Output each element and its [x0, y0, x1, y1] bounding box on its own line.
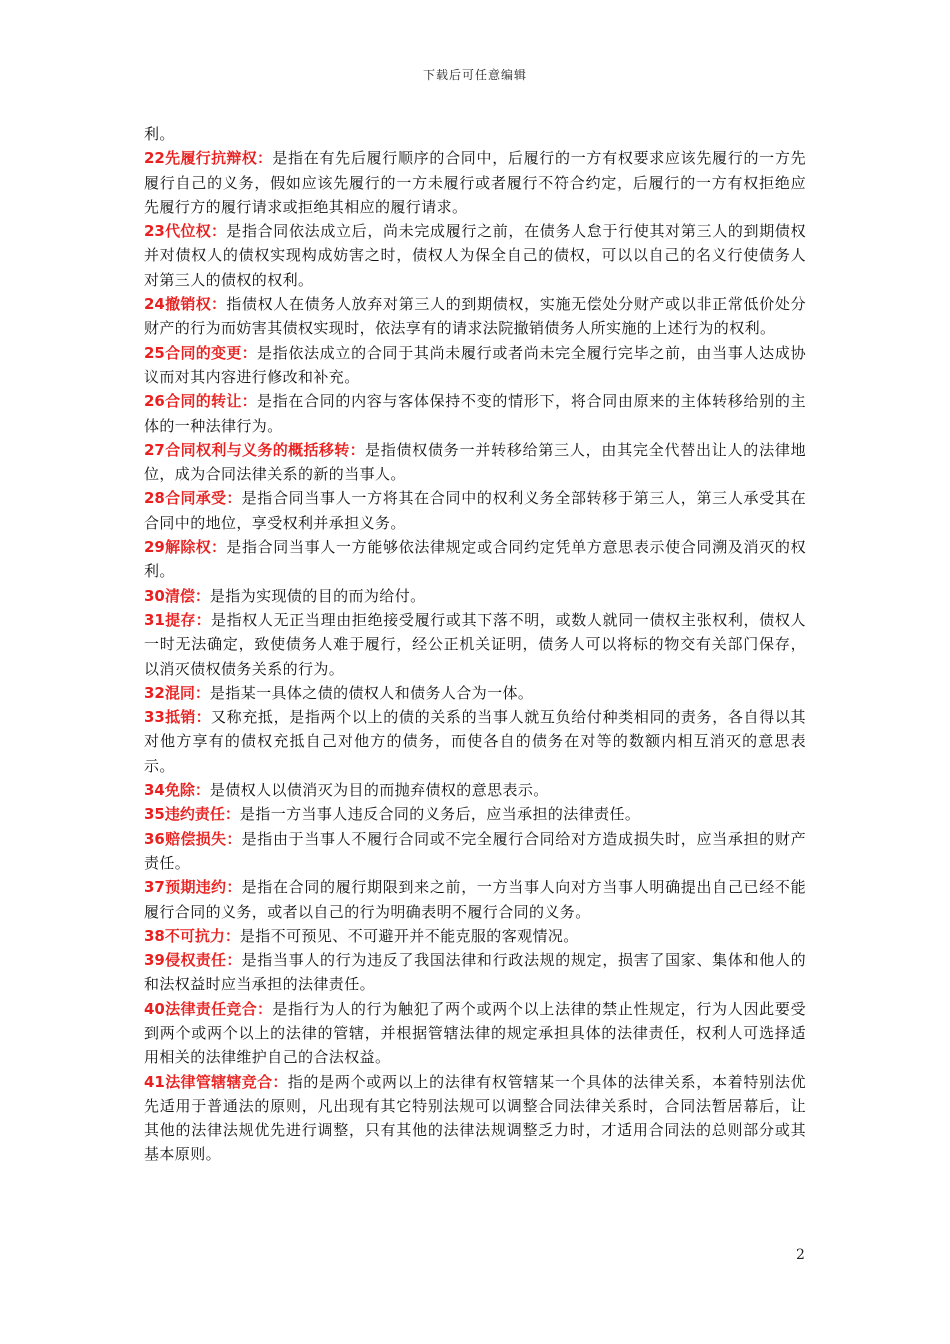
term-name: 先履行抗辩权: [164, 149, 258, 168]
definition-term: [144, 1000, 272, 1018]
entry-number: 28: [144, 489, 165, 508]
term-name: 赔偿损失: [164, 829, 227, 848]
term-separator: ：: [241, 392, 257, 411]
term-separator: ：: [226, 951, 242, 970]
term-separator: ：: [226, 878, 242, 897]
entry-number: 36: [144, 829, 165, 848]
definition-entry: [144, 438, 806, 487]
definition-text: 是指不可预见、不可避开并不能克服的客观情况。: [239, 926, 579, 945]
term-name: 撤销权: [164, 295, 211, 314]
definition-text: 是指权人无正当理由拒绝接受履行或其下落不明，或数人就同一债权主张权利，债权人一时无法确定，致使债务人难于履行，经公正机关证明，债务人可以将标的物交有关部门保存，以消灭债权债务关系的行为。: [144, 610, 806, 678]
page-header: 下载后可任意编辑: [422, 68, 527, 82]
term-name: 免除: [164, 781, 195, 800]
entry-number: 30: [144, 586, 165, 605]
entry-number: 27: [144, 440, 165, 459]
term-separator: ：: [194, 586, 210, 605]
definition-text: 是指当事人的行为违反了我国法律和行政法规的规定，损害了国家、集体和他人的和法权益时应当承担的法律责任。: [144, 951, 806, 994]
definition-entry: [144, 146, 806, 219]
term-separator: ：: [224, 926, 240, 945]
definition-text: 是指某一具体之债的债权人和债务人合为一体。: [209, 683, 534, 702]
entry-number: 25: [144, 343, 165, 362]
definition-term: [144, 295, 226, 313]
term-separator: ：: [272, 1072, 288, 1091]
definition-term: [144, 222, 226, 240]
definition-term: [144, 587, 210, 605]
definition-text: 是债权人以债消灭为目的而抛弃债权的意思表示。: [209, 781, 549, 800]
term-name: 代位权: [164, 222, 211, 241]
entry-number: 22: [144, 149, 165, 168]
term-name: 解除权: [164, 538, 211, 557]
definition-entry: [144, 948, 806, 997]
definition-term: [144, 344, 257, 362]
definition-entry: [144, 341, 806, 390]
entry-number: 41: [144, 1072, 165, 1091]
term-separator: ：: [195, 708, 211, 727]
term-separator: ：: [257, 149, 273, 168]
definition-entry: [144, 681, 806, 705]
definition-list: [144, 146, 806, 1166]
definition-entry: [144, 389, 806, 438]
document-body: [144, 122, 806, 1167]
term-separator: ：: [210, 295, 227, 314]
definition-entry: [144, 608, 806, 681]
entry-number: 31: [144, 610, 165, 629]
term-separator: ：: [349, 440, 365, 459]
definition-entry: [144, 924, 806, 948]
term-separator: ：: [194, 781, 210, 800]
definition-entry: [144, 535, 806, 584]
term-name: 合同承受: [164, 489, 227, 508]
definition-text: 是指在合同的内容与客体保持不变的情形下，将合同由原来的主体转移给别的主体的一种法律行为。: [144, 392, 806, 435]
entry-number: 37: [144, 878, 165, 897]
term-separator: ：: [210, 538, 227, 557]
entry-number: 34: [144, 781, 165, 800]
definition-text: 是指行为人的行为触犯了两个或两个以上法律的禁止性规定，行为人因此要受到两个或两个以上的法律的管辖，并根据管辖法律的规定承担具体的法律责任，权利人可选择适用相关的法律维护自己的合法权益。: [144, 999, 806, 1067]
definition-entry: [144, 705, 806, 778]
definition-entry: [144, 827, 806, 876]
definition-term: [144, 708, 211, 726]
term-name: 混同: [164, 683, 195, 702]
term-name: 抵销: [164, 708, 196, 727]
term-name: 清偿: [164, 586, 195, 605]
definition-text: 是指在有先后履行顺序的合同中，后履行的一方有权要求应该先履行的一方先履行自己的义务，假如应该先履行的一方未履行或者履行不符合约定，后履行的一方有权拒绝应先履行方的履行请求或拒绝其相应的履行请求。: [144, 149, 806, 216]
definition-term: [144, 441, 365, 459]
definition-term: [144, 392, 257, 410]
definition-entry: [144, 802, 806, 826]
definition-entry: [144, 292, 806, 341]
definition-term: [144, 538, 226, 556]
definition-term: [144, 830, 242, 848]
page-number: 2: [796, 1247, 805, 1263]
definition-entry: [144, 778, 806, 802]
definition-term: [144, 489, 242, 507]
term-name: 预期违约: [164, 878, 227, 897]
term-separator: ：: [226, 829, 242, 848]
term-name: 提存: [164, 610, 196, 629]
term-name: 合同的转让: [164, 392, 242, 411]
definition-term: [144, 805, 240, 823]
definition-term: [144, 951, 242, 969]
term-separator: ：: [257, 999, 273, 1018]
definition-text: 是指债权债务一并转移给第三人，由其完全代替出让人的法律地位，成为合同法律关系的新的当事人。: [144, 440, 806, 484]
definition-entry: [144, 997, 806, 1070]
entry-number: 26: [144, 392, 165, 411]
definition-text: 是指在合同的履行期限到来之前，一方当事人向对方当事人明确提出自己已经不能履行合同的义务，或者以自己的行为明确表明不履行合同的义务。: [144, 878, 806, 921]
term-name: 合同权利与义务的概括移转: [164, 440, 350, 459]
entry-number: 35: [144, 805, 165, 824]
entry-number: 29: [144, 538, 165, 557]
term-name: 法律管辖辖竞合: [164, 1072, 273, 1091]
term-separator: ：: [194, 683, 210, 702]
entry-number: 39: [144, 951, 165, 970]
term-separator: ：: [210, 222, 227, 241]
definition-text: 是指合同当事人一方能够依法律规定或合同约定凭单方意思表示使合同溯及消灭的权利。: [144, 538, 806, 581]
definition-text: 是指合同当事人一方将其在合同中的权利义务全部转移于第三人，第三人承受其在合同中的地位，享受权利并承担义务。: [144, 489, 806, 532]
definition-text: 指债权人在债务人放弃对第三人的到期债权，实施无偿处分财产或以非正常低价处分财产的行为而妨害其债权实现时，依法享有的请求法院撤销债务人所实施的上述行为的权利。: [144, 295, 806, 338]
definition-term: [144, 684, 210, 702]
term-separator: ：: [195, 610, 211, 629]
definition-text: 是指由于当事人不履行合同或不完全履行合同给对方造成损失时，应当承担的财产责任。: [144, 829, 806, 872]
definition-entry: [144, 1070, 806, 1167]
term-name: 侵权责任: [164, 951, 227, 970]
definition-entry: [144, 875, 806, 924]
definition-term: [144, 1073, 288, 1091]
entry-number: 23: [144, 222, 165, 241]
entry-number: 40: [144, 999, 165, 1018]
term-separator: ：: [224, 805, 240, 824]
definition-term: [144, 611, 211, 629]
definition-term: [144, 149, 272, 167]
entry-number: 32: [144, 683, 165, 702]
definition-term: [144, 878, 242, 896]
definition-entry: [144, 486, 806, 535]
entry-number: 38: [144, 926, 165, 945]
term-separator: ：: [241, 343, 257, 362]
definition-text: 又称充抵，是指两个以上的债的关系的当事人就互负给付种类相同的责务，各自得以其对他方享有的债权充抵自己对他方的债务，而使各自的债务在对等的数额内相互消灭的意思表示。: [144, 708, 806, 775]
definition-term: [144, 781, 210, 799]
definition-text: 是指为实现债的目的而为给付。: [209, 586, 426, 605]
term-name: 合同的变更: [164, 343, 242, 362]
lead-text: 利。: [144, 125, 175, 143]
entry-number: 24: [144, 295, 165, 314]
definition-entry: [144, 584, 806, 608]
definition-text: 指的是两个或两以上的法律有权管辖某一个具体的法律关系，本着特别法优先适用于普通法的原则，凡出现有其它特别法规可以调整合同法律关系时，合同法暂居幕后，让其他的法律法规优先进行调整，只有其他的法律法规调整乏力时，才适用合同法的总则部分或其基本原则。: [144, 1072, 806, 1164]
term-separator: ：: [226, 489, 242, 508]
term-name: 违约责任: [164, 805, 225, 824]
definition-term: [144, 927, 240, 945]
definition-text: 是指合同依法成立后，尚未完成履行之前，在债务人怠于行使其对第三人的到期债权并对债权人的债权实现构成妨害之时，债权人为保全自己的债权，可以以自己的名义行使债务人对第三人的债权的权利。: [144, 222, 806, 289]
entry-number: 33: [144, 708, 165, 727]
definition-text: 是指依法成立的合同于其尚未履行或者尚未完全履行完毕之前，由当事人达成协议而对其内容进行修改和补充。: [144, 343, 806, 386]
definition-entry: [144, 219, 806, 292]
term-name: 法律责任竞合: [164, 999, 258, 1018]
term-name: 不可抗力: [164, 926, 225, 945]
definition-text: 是指一方当事人违反合同的义务后，应当承担的法律责任。: [239, 805, 641, 824]
